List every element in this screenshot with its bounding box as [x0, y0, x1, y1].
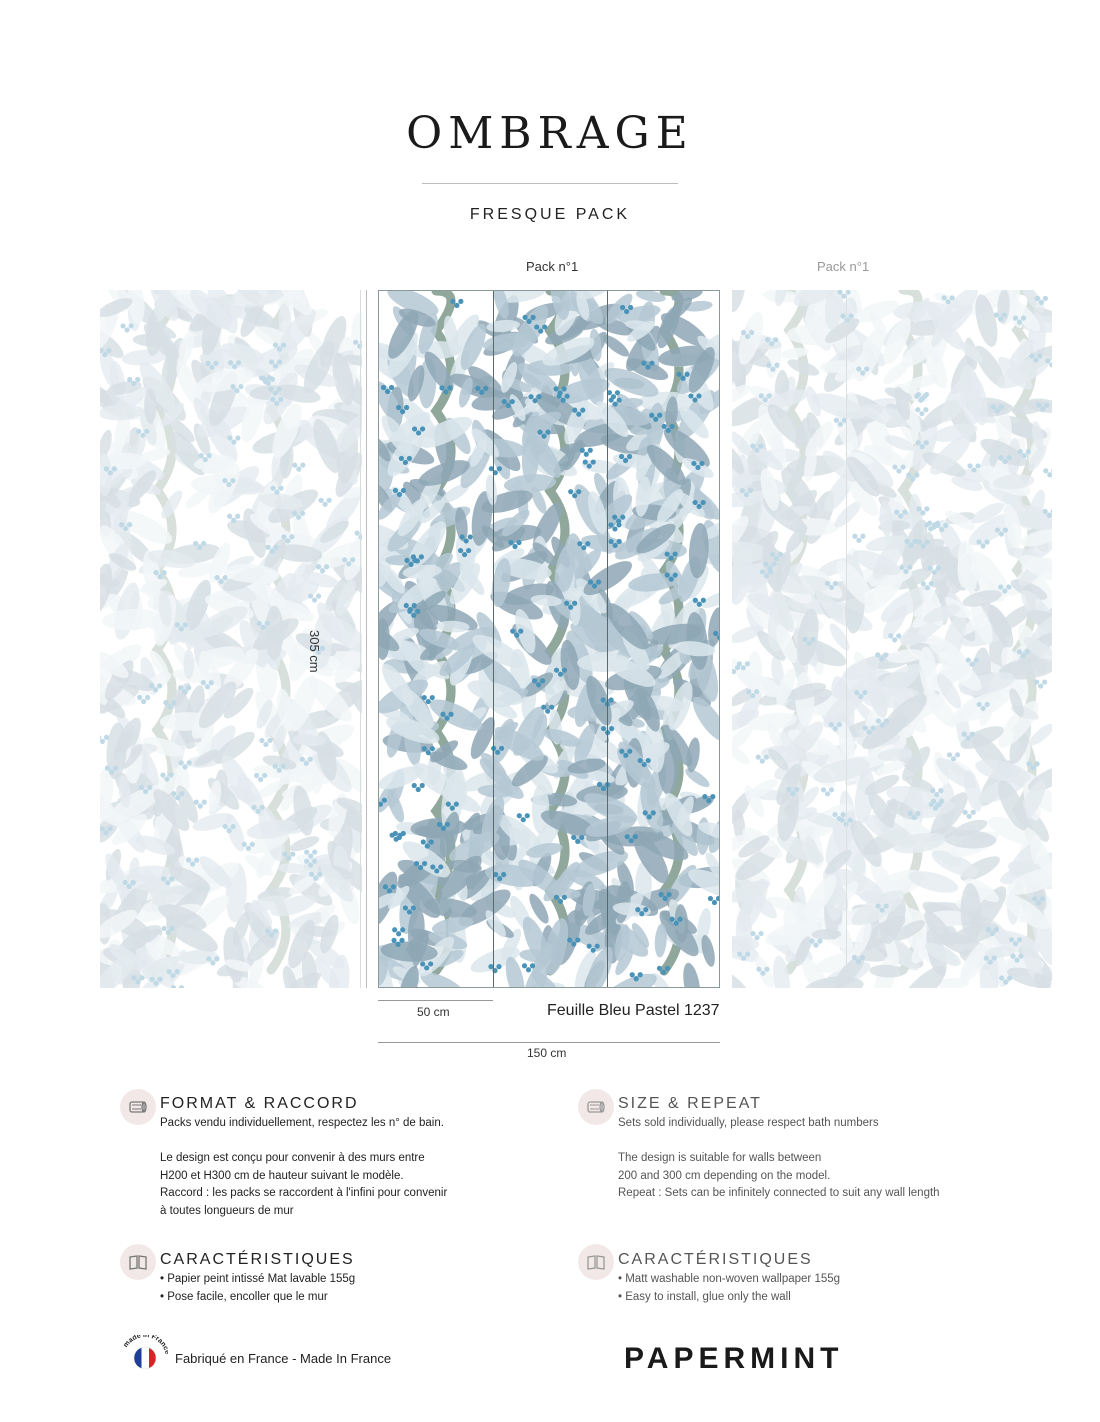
strip-seam-1	[493, 291, 494, 988]
page-subtitle: FRESQUE PACK	[469, 206, 631, 223]
svg-text:made in France: made in Fran	[122, 1335, 168, 1349]
total-width-label: 150 cm	[527, 1046, 567, 1060]
format-en-line4: Repeat : Sets can be infinitely connected to suit any wall length	[618, 1187, 940, 1199]
features-title-fr: CARACTÉRISTIQUES	[160, 1251, 355, 1268]
brand-logo: PAPERMINT	[624, 1342, 844, 1375]
features-en-line1: • Matt washable non-woven wallpaper 155g	[618, 1273, 841, 1285]
features-en-line2: • Easy to install, glue only the wall	[618, 1291, 791, 1303]
left-pattern-image	[100, 290, 362, 988]
paper-roll-icon	[120, 1089, 156, 1125]
format-en-line2: The design is suitable for walls between	[618, 1152, 822, 1164]
made-in-france-badge	[122, 1335, 168, 1381]
format-en-line1: Sets sold individually, please respect bath numbers	[618, 1117, 879, 1129]
features-fr-line2: • Pose facile, encoller que le mur	[160, 1291, 328, 1303]
title-divider	[422, 183, 678, 184]
features-title-en: CARACTÉRISTIQUES	[618, 1251, 813, 1268]
strip-width-label: 50 cm	[417, 1005, 450, 1019]
right-pattern-image	[732, 290, 1052, 988]
left-faded-panel	[100, 290, 362, 988]
badge-text-ring	[122, 1335, 168, 1381]
format-fr-line5: à toutes longueurs de mur	[160, 1205, 294, 1217]
right-strip-seam	[846, 290, 847, 988]
height-dimension-label: 305 cm	[307, 630, 322, 673]
format-title-en: SIZE & REPEAT	[618, 1095, 762, 1112]
strip-width-line	[378, 1000, 493, 1001]
paper-roll-icon	[578, 1089, 614, 1125]
features-fr-line1: • Papier peint intissé Mat lavable 155g	[160, 1273, 356, 1285]
format-fr-line1: Packs vendu individuellement, respectez les n° de bain.	[160, 1117, 444, 1129]
right-faded-panel	[732, 290, 1052, 988]
pack-label-right: Pack n°1	[817, 259, 870, 274]
center-pattern-panel	[378, 290, 720, 988]
total-width-line	[378, 1042, 720, 1043]
book-icon	[578, 1244, 614, 1280]
book-icon	[120, 1244, 156, 1280]
left-panel-edge	[360, 290, 361, 988]
strip-seam-2	[607, 291, 608, 988]
height-dimension-line	[366, 290, 367, 988]
page-title: OMBRAGE	[406, 108, 694, 159]
product-name: Feuille Bleu Pastel 1237	[547, 1002, 720, 1019]
format-en-line3: 200 and 300 cm depending on the model.	[618, 1170, 831, 1182]
format-fr-line4: Raccord : les packs se raccordent à l'infini pour convenir	[160, 1187, 448, 1199]
format-fr-line3: H200 et H300 cm de hauteur suivant le modèle.	[160, 1170, 404, 1182]
format-fr-line2: Le design est conçu pour convenir à des murs entre	[160, 1152, 425, 1164]
made-in-france-text: Fabriqué en France - Made In France	[175, 1351, 392, 1366]
format-title-fr: FORMAT & RACCORD	[160, 1095, 359, 1112]
center-pattern-image	[379, 291, 720, 988]
pack-label-center: Pack n°1	[526, 259, 579, 274]
